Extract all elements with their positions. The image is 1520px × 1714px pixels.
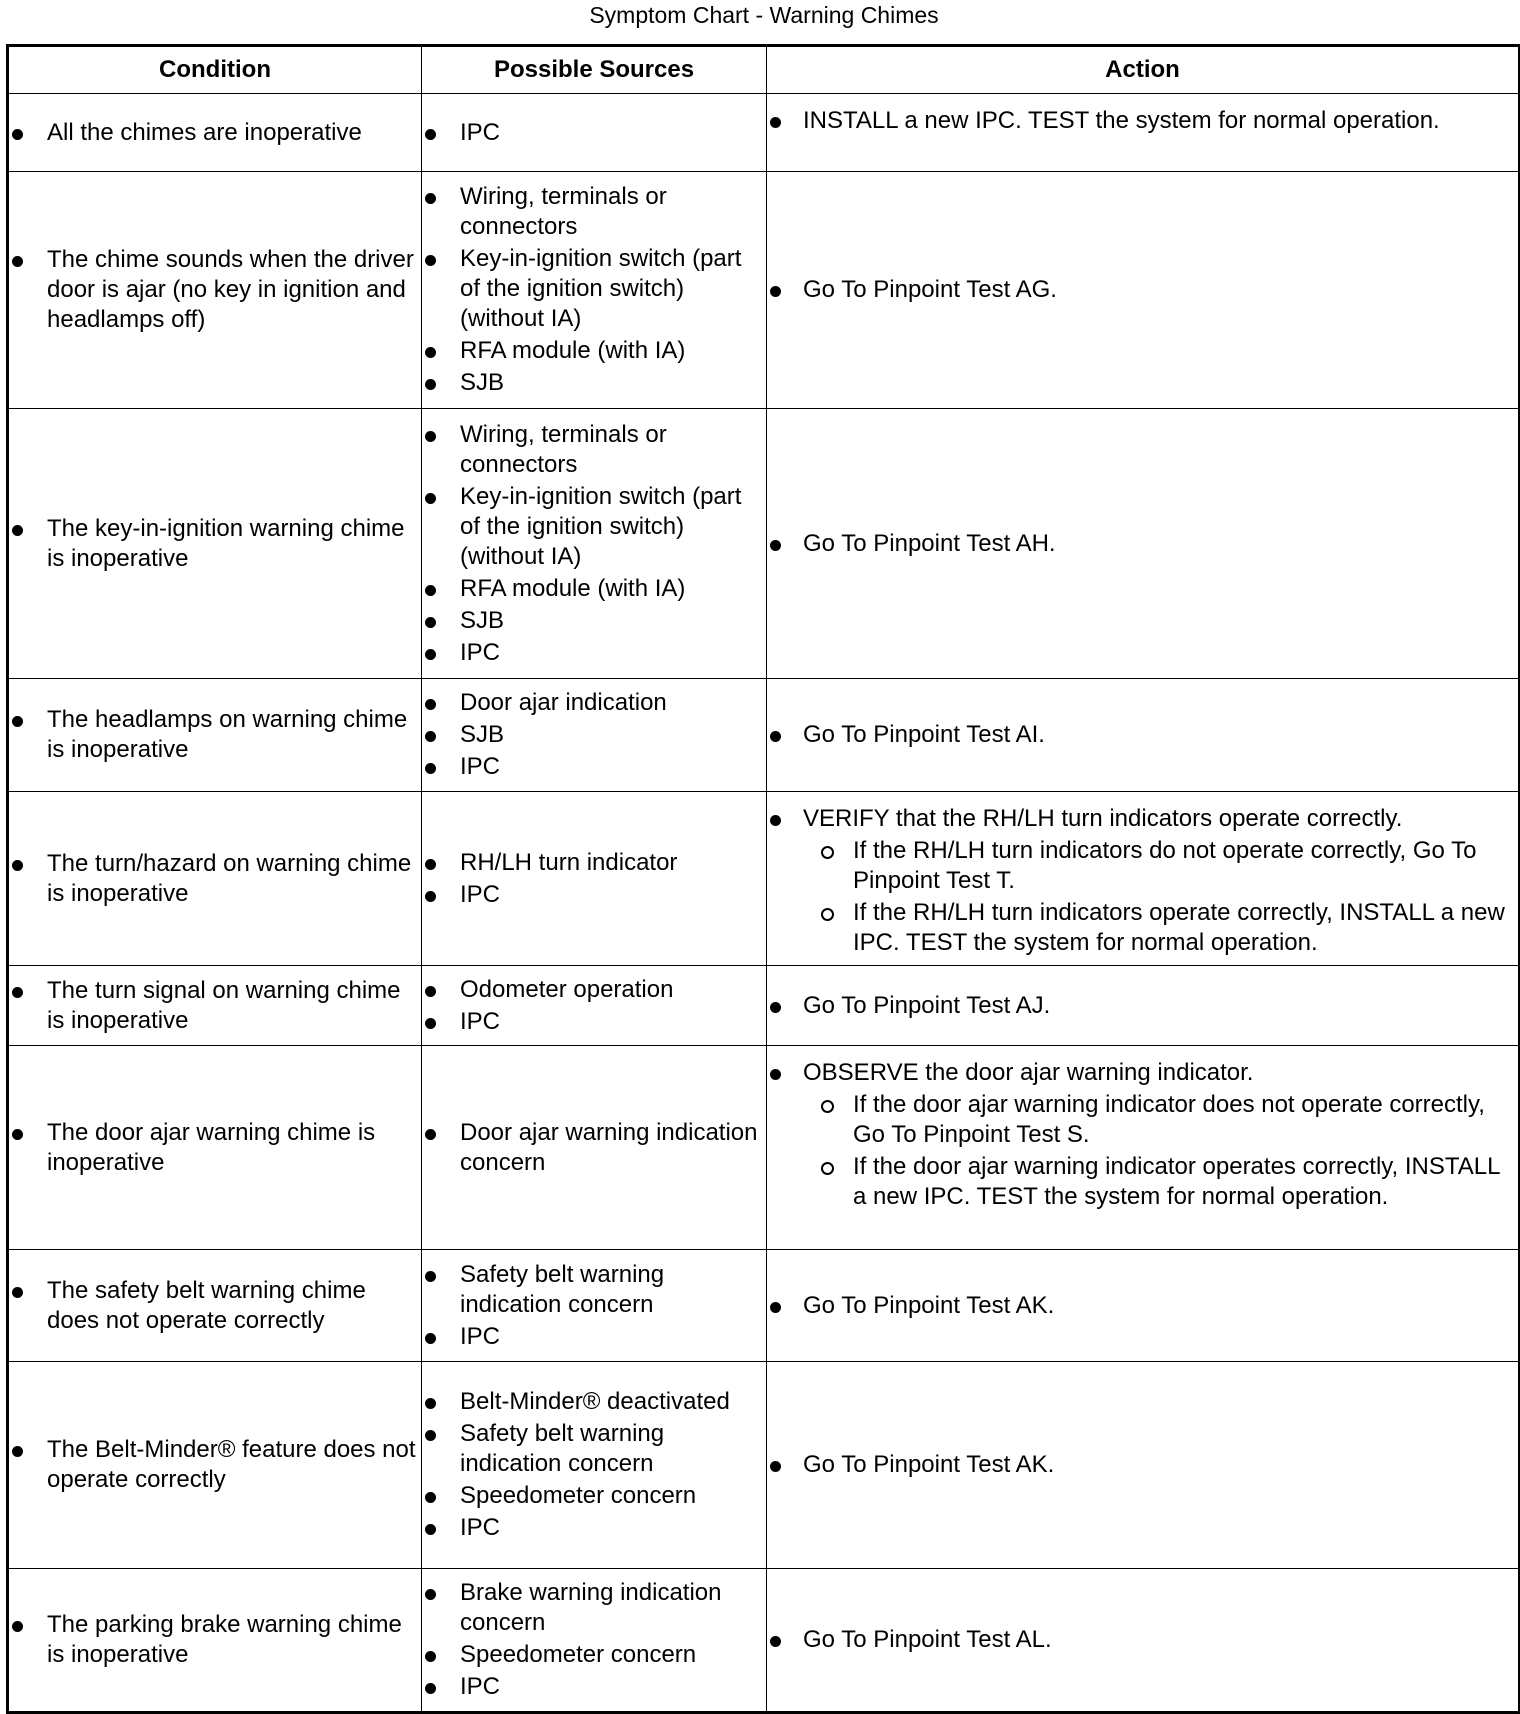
condition-text: The Belt-Minder® feature does not operate correctly <box>9 1435 421 1495</box>
source-item: IPC <box>422 1513 766 1543</box>
action-item <box>767 1450 1518 1480</box>
condition-text: The turn/hazard on warning chime is inoperative <box>9 849 421 909</box>
table-row <box>8 1362 1520 1569</box>
source-item: RFA module (with IA) <box>422 574 766 604</box>
source-item: IPC <box>422 1322 766 1352</box>
action-cell <box>767 1569 1520 1713</box>
source-item: Wiring, terminals or connectors <box>422 420 766 480</box>
sources-cell <box>422 1046 767 1250</box>
source-item: IPC <box>422 638 766 668</box>
table-row <box>8 966 1520 1046</box>
sources-cell <box>422 1362 767 1569</box>
action-text: Go To Pinpoint Test AI. <box>803 721 1045 748</box>
action-subitem: If the door ajar warning indicator does not operate correctly, Go To Pinpoint Test S. <box>767 1090 1518 1150</box>
condition-cell <box>8 172 422 409</box>
action-cell <box>767 679 1520 792</box>
action-item <box>767 275 1518 305</box>
sources-cell <box>422 792 767 966</box>
action-item <box>767 804 1518 958</box>
sources-cell <box>422 94 767 172</box>
condition-text: All the chimes are inoperative <box>9 118 421 148</box>
source-item: Safety belt warning indication concern <box>422 1419 766 1479</box>
table-row <box>8 792 1520 966</box>
source-item: RFA module (with IA) <box>422 336 766 366</box>
source-item: Speedometer concern <box>422 1481 766 1511</box>
action-cell <box>767 1362 1520 1569</box>
table-row <box>8 409 1520 679</box>
source-item: Belt-Minder® deactivated <box>422 1387 766 1417</box>
condition-text: The key-in-ignition warning chime is inoperative <box>9 514 421 574</box>
condition-cell <box>8 94 422 172</box>
table-row <box>8 679 1520 792</box>
source-item: Odometer operation <box>422 975 766 1005</box>
condition-cell <box>8 679 422 792</box>
source-item: Brake warning indication concern <box>422 1578 766 1638</box>
table-row <box>8 1046 1520 1250</box>
sources-cell <box>422 409 767 679</box>
action-text: Go To Pinpoint Test AK. <box>803 1451 1055 1478</box>
action-cell <box>767 1046 1520 1250</box>
action-text: INSTALL a new IPC. TEST the system for normal operation. <box>803 107 1440 134</box>
source-item: Safety belt warning indication concern <box>422 1260 766 1320</box>
action-cell <box>767 1250 1520 1362</box>
condition-cell <box>8 1250 422 1362</box>
action-text: VERIFY that the RH/LH turn indicators operate correctly. <box>803 805 1403 832</box>
condition-cell <box>8 792 422 966</box>
header-condition: Condition <box>8 46 422 94</box>
condition-text: The chime sounds when the driver door is ajar (no key in ignition and headlamps off) <box>9 245 421 335</box>
source-item: IPC <box>422 880 766 910</box>
source-item: Key-in-ignition switch (part of the ignition switch) (without IA) <box>422 244 766 334</box>
source-item: RH/LH turn indicator <box>422 848 766 878</box>
action-text: Go To Pinpoint Test AH. <box>803 529 1056 557</box>
action-item <box>767 106 1518 136</box>
condition-cell <box>8 1569 422 1713</box>
action-item <box>767 720 1518 750</box>
sources-cell <box>422 1569 767 1713</box>
source-item: Wiring, terminals or connectors <box>422 182 766 242</box>
sources-cell <box>422 1250 767 1362</box>
table-row <box>8 94 1520 172</box>
source-item: IPC <box>422 1007 766 1037</box>
source-item: Door ajar warning indication concern <box>422 1118 766 1178</box>
action-text: Go To Pinpoint Test AG. <box>803 276 1057 303</box>
action-item <box>767 1058 1518 1212</box>
condition-text: The parking brake warning chime is inoperative <box>9 1610 421 1670</box>
source-item: SJB <box>422 720 766 750</box>
action-text: Go To Pinpoint Test AL. <box>803 1626 1052 1653</box>
source-item: Door ajar indication <box>422 688 766 718</box>
source-item: IPC <box>422 752 766 782</box>
symptom-table <box>6 44 1520 1714</box>
condition-text: The headlamps on warning chime is inoperative <box>9 705 421 765</box>
action-subitem: If the RH/LH turn indicators operate correctly, INSTALL a new IPC. TEST the system for normal operation. <box>767 898 1518 958</box>
action-item <box>767 1625 1518 1655</box>
sources-cell <box>422 679 767 792</box>
action-cell <box>767 792 1520 966</box>
action-item <box>767 529 1518 559</box>
source-item: Speedometer concern <box>422 1640 766 1670</box>
table-row <box>8 172 1520 409</box>
action-text: Go To Pinpoint Test AJ. <box>803 991 1051 1019</box>
sources-cell <box>422 966 767 1046</box>
table-row <box>8 1250 1520 1362</box>
table-row <box>8 1569 1520 1713</box>
condition-cell <box>8 1362 422 1569</box>
action-cell <box>767 94 1520 172</box>
source-item: IPC <box>422 1672 766 1702</box>
source-item: Key-in-ignition switch (part of the ignition switch) (without IA) <box>422 482 766 572</box>
action-cell <box>767 409 1520 679</box>
condition-text: The door ajar warning chime is inoperative <box>9 1118 421 1178</box>
source-item: SJB <box>422 606 766 636</box>
action-text: Go To Pinpoint Test AK. <box>803 1291 1055 1319</box>
source-item: SJB <box>422 368 766 398</box>
action-subitem: If the door ajar warning indicator operates correctly, INSTALL a new IPC. TEST the system for normal operation. <box>767 1152 1518 1212</box>
condition-cell <box>8 966 422 1046</box>
action-item <box>767 991 1518 1021</box>
condition-text: The turn signal on warning chime is inoperative <box>9 976 421 1036</box>
header-action: Action <box>767 46 1520 94</box>
chart-title: Symptom Chart - Warning Chimes <box>589 2 939 28</box>
source-item: IPC <box>422 118 766 148</box>
condition-text: The safety belt warning chime does not operate correctly <box>9 1276 421 1336</box>
action-cell <box>767 172 1520 409</box>
action-cell <box>767 966 1520 1046</box>
action-subitem: If the RH/LH turn indicators do not operate correctly, Go To Pinpoint Test T. <box>767 836 1518 896</box>
action-text: OBSERVE the door ajar warning indicator. <box>803 1059 1254 1086</box>
condition-cell <box>8 1046 422 1250</box>
condition-cell <box>8 409 422 679</box>
header-row <box>8 46 1520 94</box>
action-item <box>767 1291 1518 1321</box>
sources-cell <box>422 172 767 409</box>
header-possible-sources: Possible Sources <box>422 46 767 94</box>
